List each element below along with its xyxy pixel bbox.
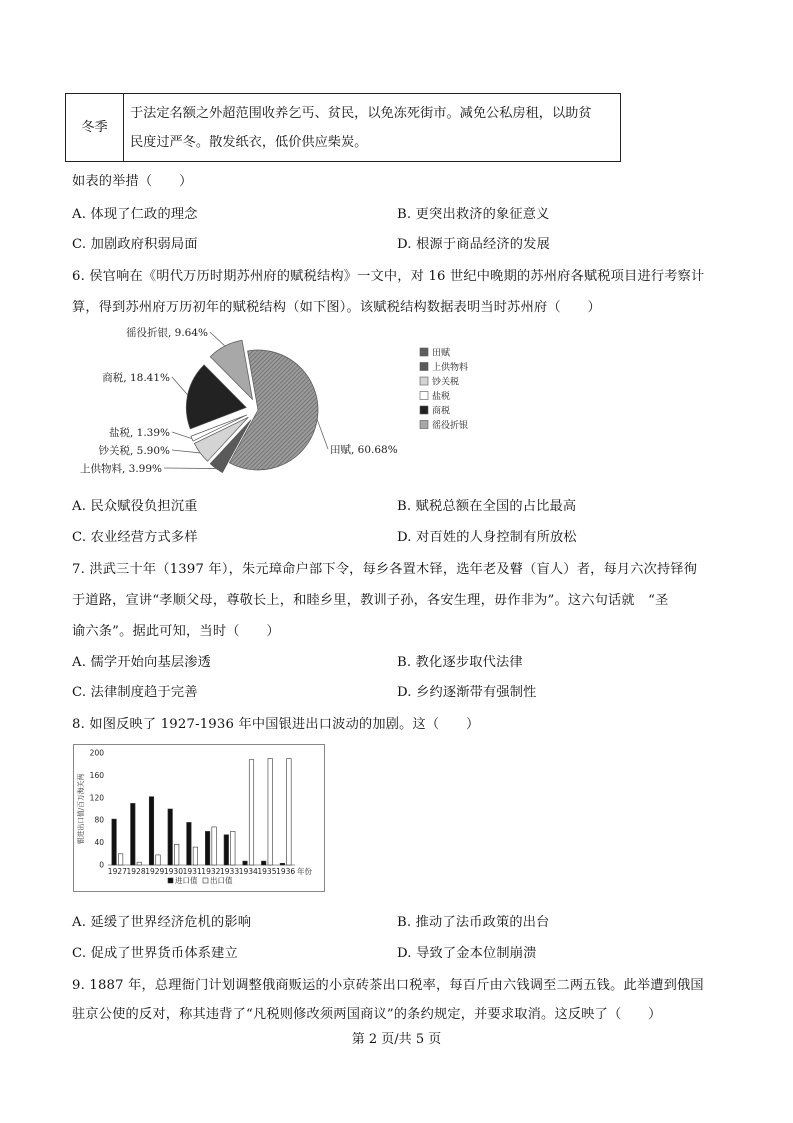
bar-xtick-1931: 1931	[182, 867, 202, 876]
bar-ytick-0: 0	[99, 860, 104, 870]
pie-label-3: 盐税, 1.39%	[108, 427, 170, 439]
pie-legend-label-0: 田赋	[432, 348, 451, 359]
bar-ytick-160: 160	[89, 770, 104, 780]
q6-option-a: A. 民众赋役负担沉重	[72, 499, 198, 514]
pie-leader-5	[210, 332, 225, 346]
q9-stem-line-1: 9. 1887 年，总理衙门计划调整俄商贩运的小京砖茶出口税率，每百斤由六钱调至二两五钱。此举遭到俄国	[72, 978, 704, 993]
bar-import-1931	[187, 822, 192, 865]
bar-export-1929	[156, 855, 161, 865]
pie-label-2: 钞关税, 5.90%	[98, 445, 170, 457]
bar-import-1935	[261, 861, 266, 865]
pie-legend-swatch-0	[420, 348, 428, 356]
bar-import-1936	[280, 863, 285, 865]
pie-label-1: 上供物料, 3.99%	[80, 463, 162, 475]
q6-option-d: D. 对百姓的人身控制有所放松	[397, 530, 577, 545]
q7-stem-line-2: 于道路，宣讲“孝顺父母，尊敬长上，和睦乡里，教训子孙，各安生理，毋作非为”。这六句话就 “圣	[72, 593, 669, 608]
q7-option-c: C. 法律制度趋于完善	[72, 685, 198, 700]
pie-legend-label-2: 钞关税	[432, 377, 460, 388]
bar-ytick-40: 40	[94, 838, 104, 848]
bar-legend-swatch-0	[168, 878, 173, 883]
q8-option-b: B. 推动了法币政策的出台	[397, 915, 550, 930]
bar-ytick-200: 200	[89, 748, 104, 758]
bar-import-1929	[149, 797, 154, 865]
bar-xtick-1932: 1932	[201, 867, 221, 876]
pie-legend-swatch-3	[420, 392, 428, 400]
q7-option-a: A. 儒学开始向基层渗透	[72, 655, 211, 670]
pie-leader-3	[172, 432, 192, 439]
bar-export-1931	[193, 847, 198, 865]
q6-stem-line-1: 6. 侯官响在《明代万历时期苏州府的赋税结构》一文中，对 16 世纪中晚期的苏州府各赋税项目进行考察计	[72, 269, 705, 284]
bar-import-1930	[168, 809, 173, 865]
bar-export-1935	[268, 759, 273, 865]
pie-legend-swatch-4	[420, 406, 428, 414]
pie-legend-label-4: 商税	[432, 406, 451, 417]
q8-option-a: A. 延缓了世界经济危机的影响	[72, 915, 252, 930]
bar-xtick-1929: 1929	[145, 867, 165, 876]
pie-leader-2	[172, 450, 200, 453]
bar-import-1933	[224, 835, 229, 865]
bar-export-1932	[212, 827, 217, 865]
bar-xtick-1930: 1930	[163, 867, 183, 876]
q5-option-b: B. 更突出救济的象征意义	[397, 207, 550, 222]
q8-option-d: D. 导致了金本位制崩溃	[397, 946, 537, 961]
q8-option-c: C. 促成了世界货币体系建立	[72, 946, 238, 961]
bar-xtick-1928: 1928	[126, 867, 146, 876]
bar-import-1934	[243, 861, 248, 865]
bar-ytick-120: 120	[89, 793, 104, 803]
bar-x-axis-label: 年份	[297, 867, 312, 876]
bar-export-1936	[287, 759, 292, 865]
pie-leader-4	[172, 377, 188, 395]
bar-xtick-1935: 1935	[257, 867, 277, 876]
pie-legend-label-5: 徭役折银	[432, 421, 469, 431]
pie-legend-label-3: 盐税	[432, 392, 451, 402]
silver-trade-bar-chart	[73, 744, 325, 892]
pie-legend-swatch-1	[420, 363, 428, 371]
bar-xtick-1936: 1936	[276, 867, 296, 876]
bar-xtick-1927: 1927	[107, 867, 127, 876]
pie-legend-label-1: 上供物料	[432, 363, 469, 373]
bar-export-1934	[249, 760, 254, 865]
bar-import-1928	[131, 803, 136, 865]
q5-stem: 如表的举措（ ）	[72, 174, 193, 189]
season-cell: 冬季	[66, 94, 124, 162]
q6-stem-line-2: 算，得到苏州府万历初年的赋税结构（如下图）。该赋税结构数据表明当时苏州府（ ）	[72, 300, 601, 315]
measures-line-2: 民度过严冬。散发纸衣，低价供应柴炭。	[130, 134, 368, 150]
bar-y-axis-label: 银进出口值/百万海关两	[77, 773, 85, 845]
pie-leader-1	[164, 468, 216, 469]
bar-export-1927	[118, 854, 123, 865]
pie-legend-swatch-5	[420, 421, 428, 429]
pie-legend-swatch-2	[420, 377, 428, 385]
measures-cell	[124, 94, 621, 162]
q6-option-c: C. 农业经营方式多样	[72, 530, 198, 545]
bar-legend-label-1: 出口值	[210, 876, 233, 885]
bar-legend-label-0: 进口值	[175, 876, 198, 885]
pie-label-5: 徭役折银, 9.64%	[125, 327, 208, 339]
pie-label-0: 田赋, 60.68%	[330, 444, 398, 456]
bar-ytick-80: 80	[94, 815, 104, 825]
page-footer: 第 2 页/共 5 页	[351, 1032, 442, 1047]
q9-stem-line-2: 驻京公使的反对，称其违背了“凡税则修改须两国商议”的条约规定，并要求取消。这反映了（ ）	[72, 1007, 662, 1022]
tax-structure-pie-chart	[80, 320, 500, 485]
bar-legend-swatch-1	[203, 878, 208, 883]
q7-stem-line-3: 谕六条”。据此可知，当时（ ）	[72, 624, 280, 639]
bar-import-1932	[205, 831, 210, 865]
q6-option-b: B. 赋税总额在全国的占比最高	[397, 499, 577, 514]
q5-option-a: A. 体现了仁政的理念	[72, 207, 198, 222]
bar-export-1928	[137, 862, 142, 865]
bar-export-1930	[174, 844, 179, 865]
q7-stem-line-1: 7. 洪武三十年（1397 年），朱元璋命户部下令，每乡各置木铎，选年老及瞽（盲人）者，每月六次持铎徇	[72, 562, 698, 577]
q7-option-d: D. 乡约逐渐带有强制性	[397, 685, 537, 700]
bar-xtick-1934: 1934	[238, 867, 258, 876]
bar-import-1927	[112, 819, 117, 865]
pie-label-4: 商税, 18.41%	[102, 372, 170, 384]
q5-option-d: D. 根源于商品经济的发展	[397, 237, 550, 252]
measures-line-1: 于法定名额之外超范围收养乞丐、贫民，以免冻死街市。减免公私房租，以助贫	[130, 105, 592, 121]
q5-option-c: C. 加剧政府积弱局面	[72, 237, 198, 252]
pie-leader-0	[317, 420, 328, 449]
relief-table	[65, 93, 621, 162]
q7-option-b: B. 教化逐步取代法律	[397, 655, 523, 670]
q8-stem: 8. 如图反映了 1927-1936 年中国银进出口波动的加剧。这（ ）	[72, 717, 480, 732]
bar-export-1933	[231, 831, 236, 865]
bar-xtick-1933: 1933	[220, 867, 240, 876]
